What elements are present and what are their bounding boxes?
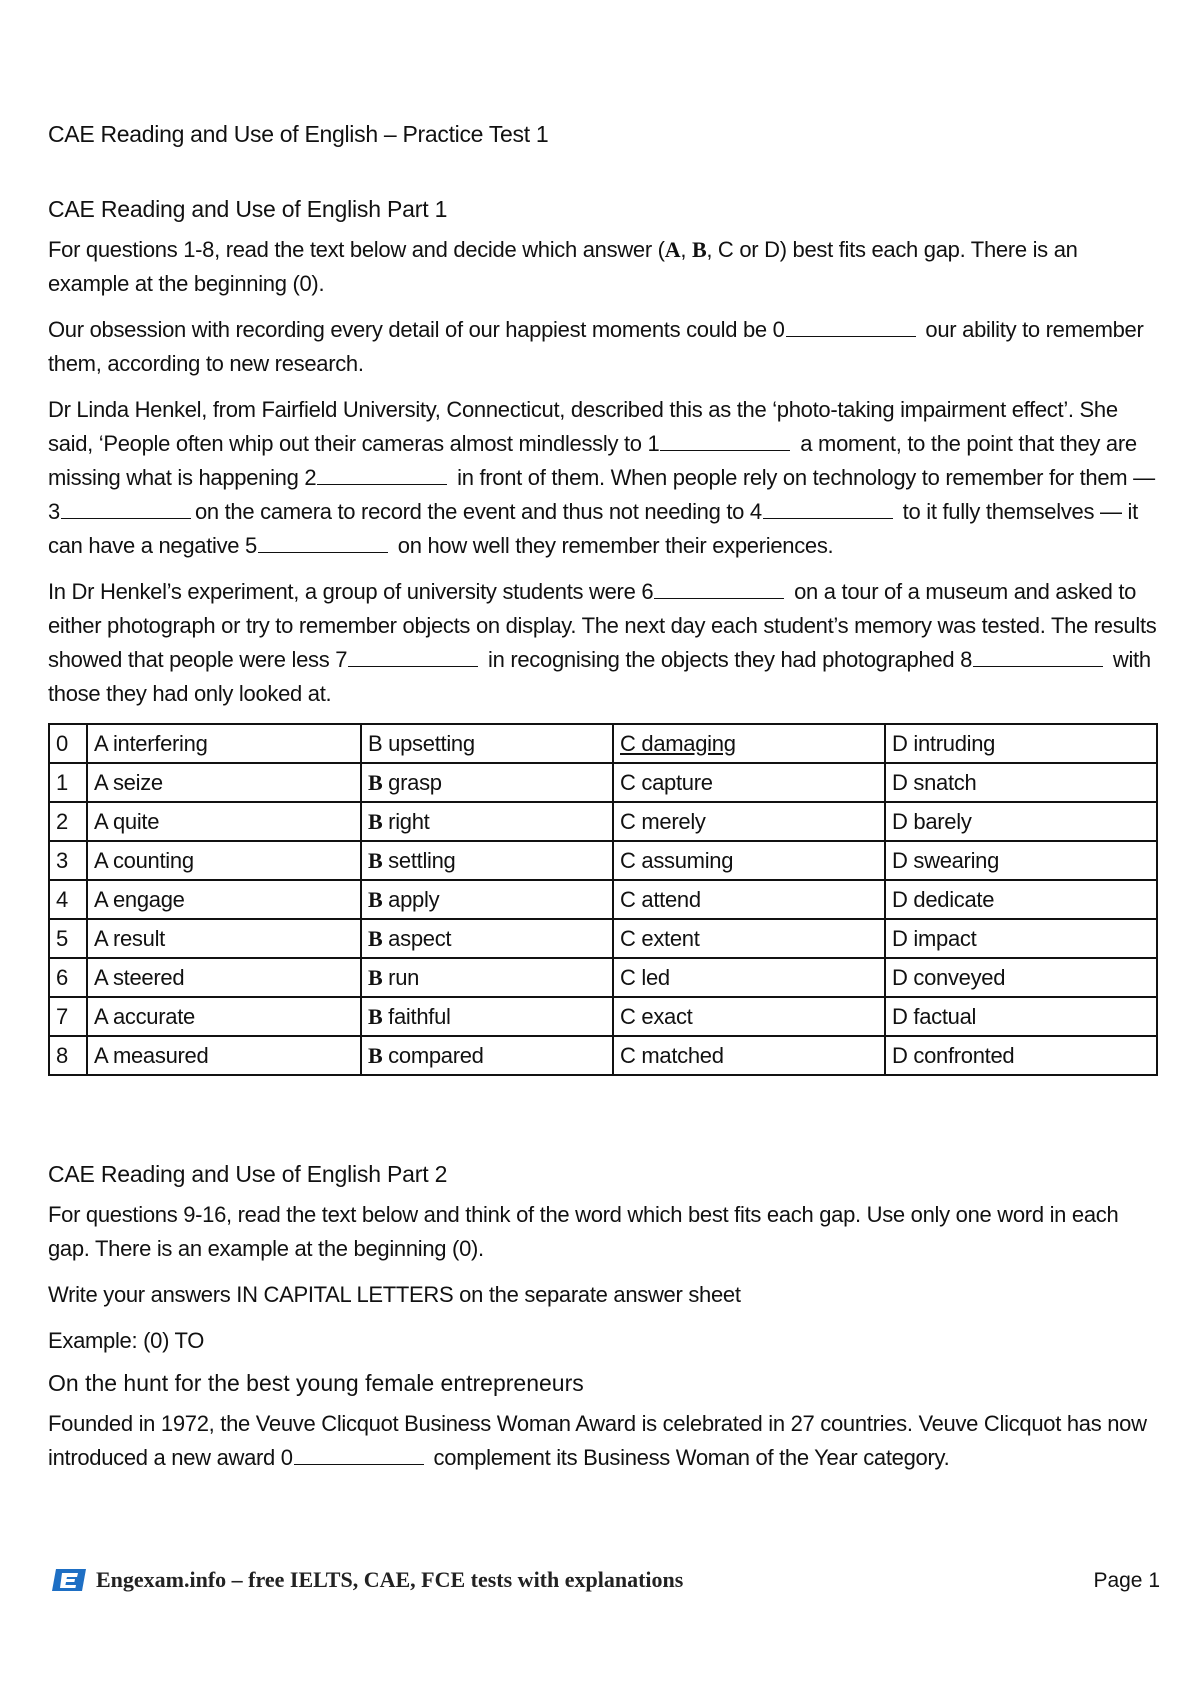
option-a: A engage xyxy=(87,880,361,919)
option-c: C merely xyxy=(613,802,885,841)
table-row xyxy=(49,1036,1157,1075)
answer-options-table xyxy=(48,723,1158,1076)
table-row xyxy=(49,841,1157,880)
example-answer: Example: (0) TO xyxy=(48,1328,205,1353)
option-b xyxy=(361,919,613,958)
gap-6 xyxy=(654,576,784,599)
passage-text: In Dr Henkel’s experiment, a group of university students were 6 xyxy=(48,579,654,604)
passage-text: to it fully themselves — it can have a negative 5 xyxy=(48,499,1138,558)
option-letter: B xyxy=(368,1003,383,1029)
passage-text: in front of them. When people rely on technology to remember for them — 3 xyxy=(48,465,1155,524)
option-b xyxy=(361,958,613,997)
page-number: Page 1 xyxy=(1093,1569,1160,1592)
option-c: C assuming xyxy=(613,841,885,880)
passage-text: on a tour of a museum and asked to either photograph or try to remember objects on display. The next day each student’s memory was tested. The results showed that people were less 7 xyxy=(48,579,1157,672)
answer-sheet-note: Write your answers IN CAPITAL LETTERS on the separate answer sheet xyxy=(48,1282,741,1307)
option-b xyxy=(361,841,613,880)
passage-text: on how well they remember their experiences. xyxy=(391,533,834,558)
passage-text: Our obsession with recording every detail of our happiest moments could be 0 xyxy=(48,317,785,342)
option-text: right xyxy=(382,808,430,834)
option-c xyxy=(613,724,885,763)
option-a: A measured xyxy=(87,1036,361,1075)
gap-7 xyxy=(348,644,478,667)
option-letter: B xyxy=(368,925,383,951)
option-d: D conveyed xyxy=(885,958,1157,997)
option-c: C matched xyxy=(613,1036,885,1075)
option-letter: B xyxy=(368,769,383,795)
question-number: 6 xyxy=(49,958,87,997)
instructions-letter-a: A xyxy=(664,237,681,262)
footer-site-link[interactable]: Engexam.info – free IELTS, CAE, FCE tests with explanations xyxy=(96,1567,684,1592)
option-b: B upsetting xyxy=(361,724,613,763)
gap-0 xyxy=(294,1442,424,1465)
option-text: apply xyxy=(382,886,440,912)
passage-text: a moment, to the point that they are missing what is happening 2 xyxy=(48,431,1137,490)
gap-0 xyxy=(786,314,916,337)
gap-3 xyxy=(61,496,191,519)
option-a: A quite xyxy=(87,802,361,841)
option-letter: B xyxy=(368,1042,383,1068)
instructions-sep: , xyxy=(680,237,692,262)
table-row xyxy=(49,997,1157,1036)
option-a: A seize xyxy=(87,763,361,802)
option-c: C led xyxy=(613,958,885,997)
option-a: A steered xyxy=(87,958,361,997)
passage-paragraph-1 xyxy=(48,313,1158,381)
option-c: C exact xyxy=(613,997,885,1036)
passage-text: our ability to remember them, according to new research. xyxy=(48,317,1144,376)
option-text: faithful xyxy=(382,1003,451,1029)
table-row xyxy=(49,880,1157,919)
gap-2 xyxy=(317,462,447,485)
passage-paragraph-3 xyxy=(48,575,1158,711)
option-text: aspect xyxy=(382,925,452,951)
option-d: D snatch xyxy=(885,763,1157,802)
option-d: D swearing xyxy=(885,841,1157,880)
passage-paragraph-2 xyxy=(48,393,1158,563)
option-a: A accurate xyxy=(87,997,361,1036)
question-number: 5 xyxy=(49,919,87,958)
table-row xyxy=(49,802,1157,841)
passage-text: with those they had only looked at. xyxy=(48,647,1151,706)
option-d: D dedicate xyxy=(885,880,1157,919)
passage-text: Dr Linda Henkel, from Fairfield University, Connecticut, described this as the ‘photo-taking impairment effect’. She said, ‘People often whip out their cameras almost mindlessly to 1 xyxy=(48,397,1118,456)
option-letter: B xyxy=(368,886,383,912)
option-text: run xyxy=(382,964,420,990)
option-d: D intruding xyxy=(885,724,1157,763)
question-number: 4 xyxy=(49,880,87,919)
question-number: 7 xyxy=(49,997,87,1036)
option-a: A result xyxy=(87,919,361,958)
question-number: 1 xyxy=(49,763,87,802)
table-row xyxy=(49,724,1157,763)
option-d: D barely xyxy=(885,802,1157,841)
option-d: D confronted xyxy=(885,1036,1157,1075)
option-letter: B xyxy=(368,847,383,873)
option-b xyxy=(361,880,613,919)
engexam-logo-icon xyxy=(52,1567,86,1593)
option-b xyxy=(361,763,613,802)
passage-text: Founded in 1972, the Veuve Clicquot Business Woman Award is celebrated in 27 countries. Veuve Clicquot has now introduced a new award 0 xyxy=(48,1411,1147,1470)
passage-subtitle: On the hunt for the best young female entrepreneurs xyxy=(48,1370,584,1396)
question-number: 3 xyxy=(49,841,87,880)
gap-5 xyxy=(258,530,388,553)
option-b xyxy=(361,997,613,1036)
option-c: C attend xyxy=(613,880,885,919)
option-text: compared xyxy=(382,1042,484,1068)
document-title: CAE Reading and Use of English – Practice Test 1 xyxy=(48,121,549,147)
option-a: A counting xyxy=(87,841,361,880)
option-b xyxy=(361,1036,613,1075)
page-footer xyxy=(52,1565,1160,1597)
option-c: C capture xyxy=(613,763,885,802)
passage-text: complement its Business Woman of the Year category. xyxy=(427,1445,950,1470)
part1-section xyxy=(48,196,1158,1076)
option-d: D factual xyxy=(885,997,1157,1036)
option-text: grasp xyxy=(382,769,442,795)
correct-answer: C damaging xyxy=(620,730,736,756)
part2-instructions: For questions 9-16, read the text below and think of the word which best fits each gap. Use only one word in each gap. There is an example at the beginning (0). xyxy=(48,1202,1119,1261)
option-a: A interfering xyxy=(87,724,361,763)
instructions-text-end: , C or D) best fits each gap. There is an example at the beginning (0). xyxy=(48,237,1078,296)
part1-title: CAE Reading and Use of English Part 1 xyxy=(48,196,448,222)
instructions-letter-b: B xyxy=(691,237,707,262)
instructions-text: For questions 1-8, read the text below and decide which answer ( xyxy=(48,237,665,262)
gap-8 xyxy=(973,644,1103,667)
question-number: 0 xyxy=(49,724,87,763)
option-text: settling xyxy=(382,847,456,873)
passage-text: in recognising the objects they had photographed 8 xyxy=(482,647,973,672)
gap-1 xyxy=(660,428,790,451)
part2-passage xyxy=(48,1407,1158,1475)
question-number: 2 xyxy=(49,802,87,841)
option-letter: B xyxy=(368,964,383,990)
passage-text: on the camera to record the event and thus not needing to 4 xyxy=(194,499,762,524)
part2-title: CAE Reading and Use of English Part 2 xyxy=(48,1161,448,1187)
option-letter: B xyxy=(368,808,383,834)
table-row xyxy=(49,919,1157,958)
table-row xyxy=(49,763,1157,802)
option-b xyxy=(361,802,613,841)
part2-section xyxy=(48,1161,1158,1487)
gap-4 xyxy=(763,496,893,519)
part1-instructions xyxy=(48,233,1158,301)
option-c: C extent xyxy=(613,919,885,958)
question-number: 8 xyxy=(49,1036,87,1075)
table-row xyxy=(49,958,1157,997)
option-d: D impact xyxy=(885,919,1157,958)
